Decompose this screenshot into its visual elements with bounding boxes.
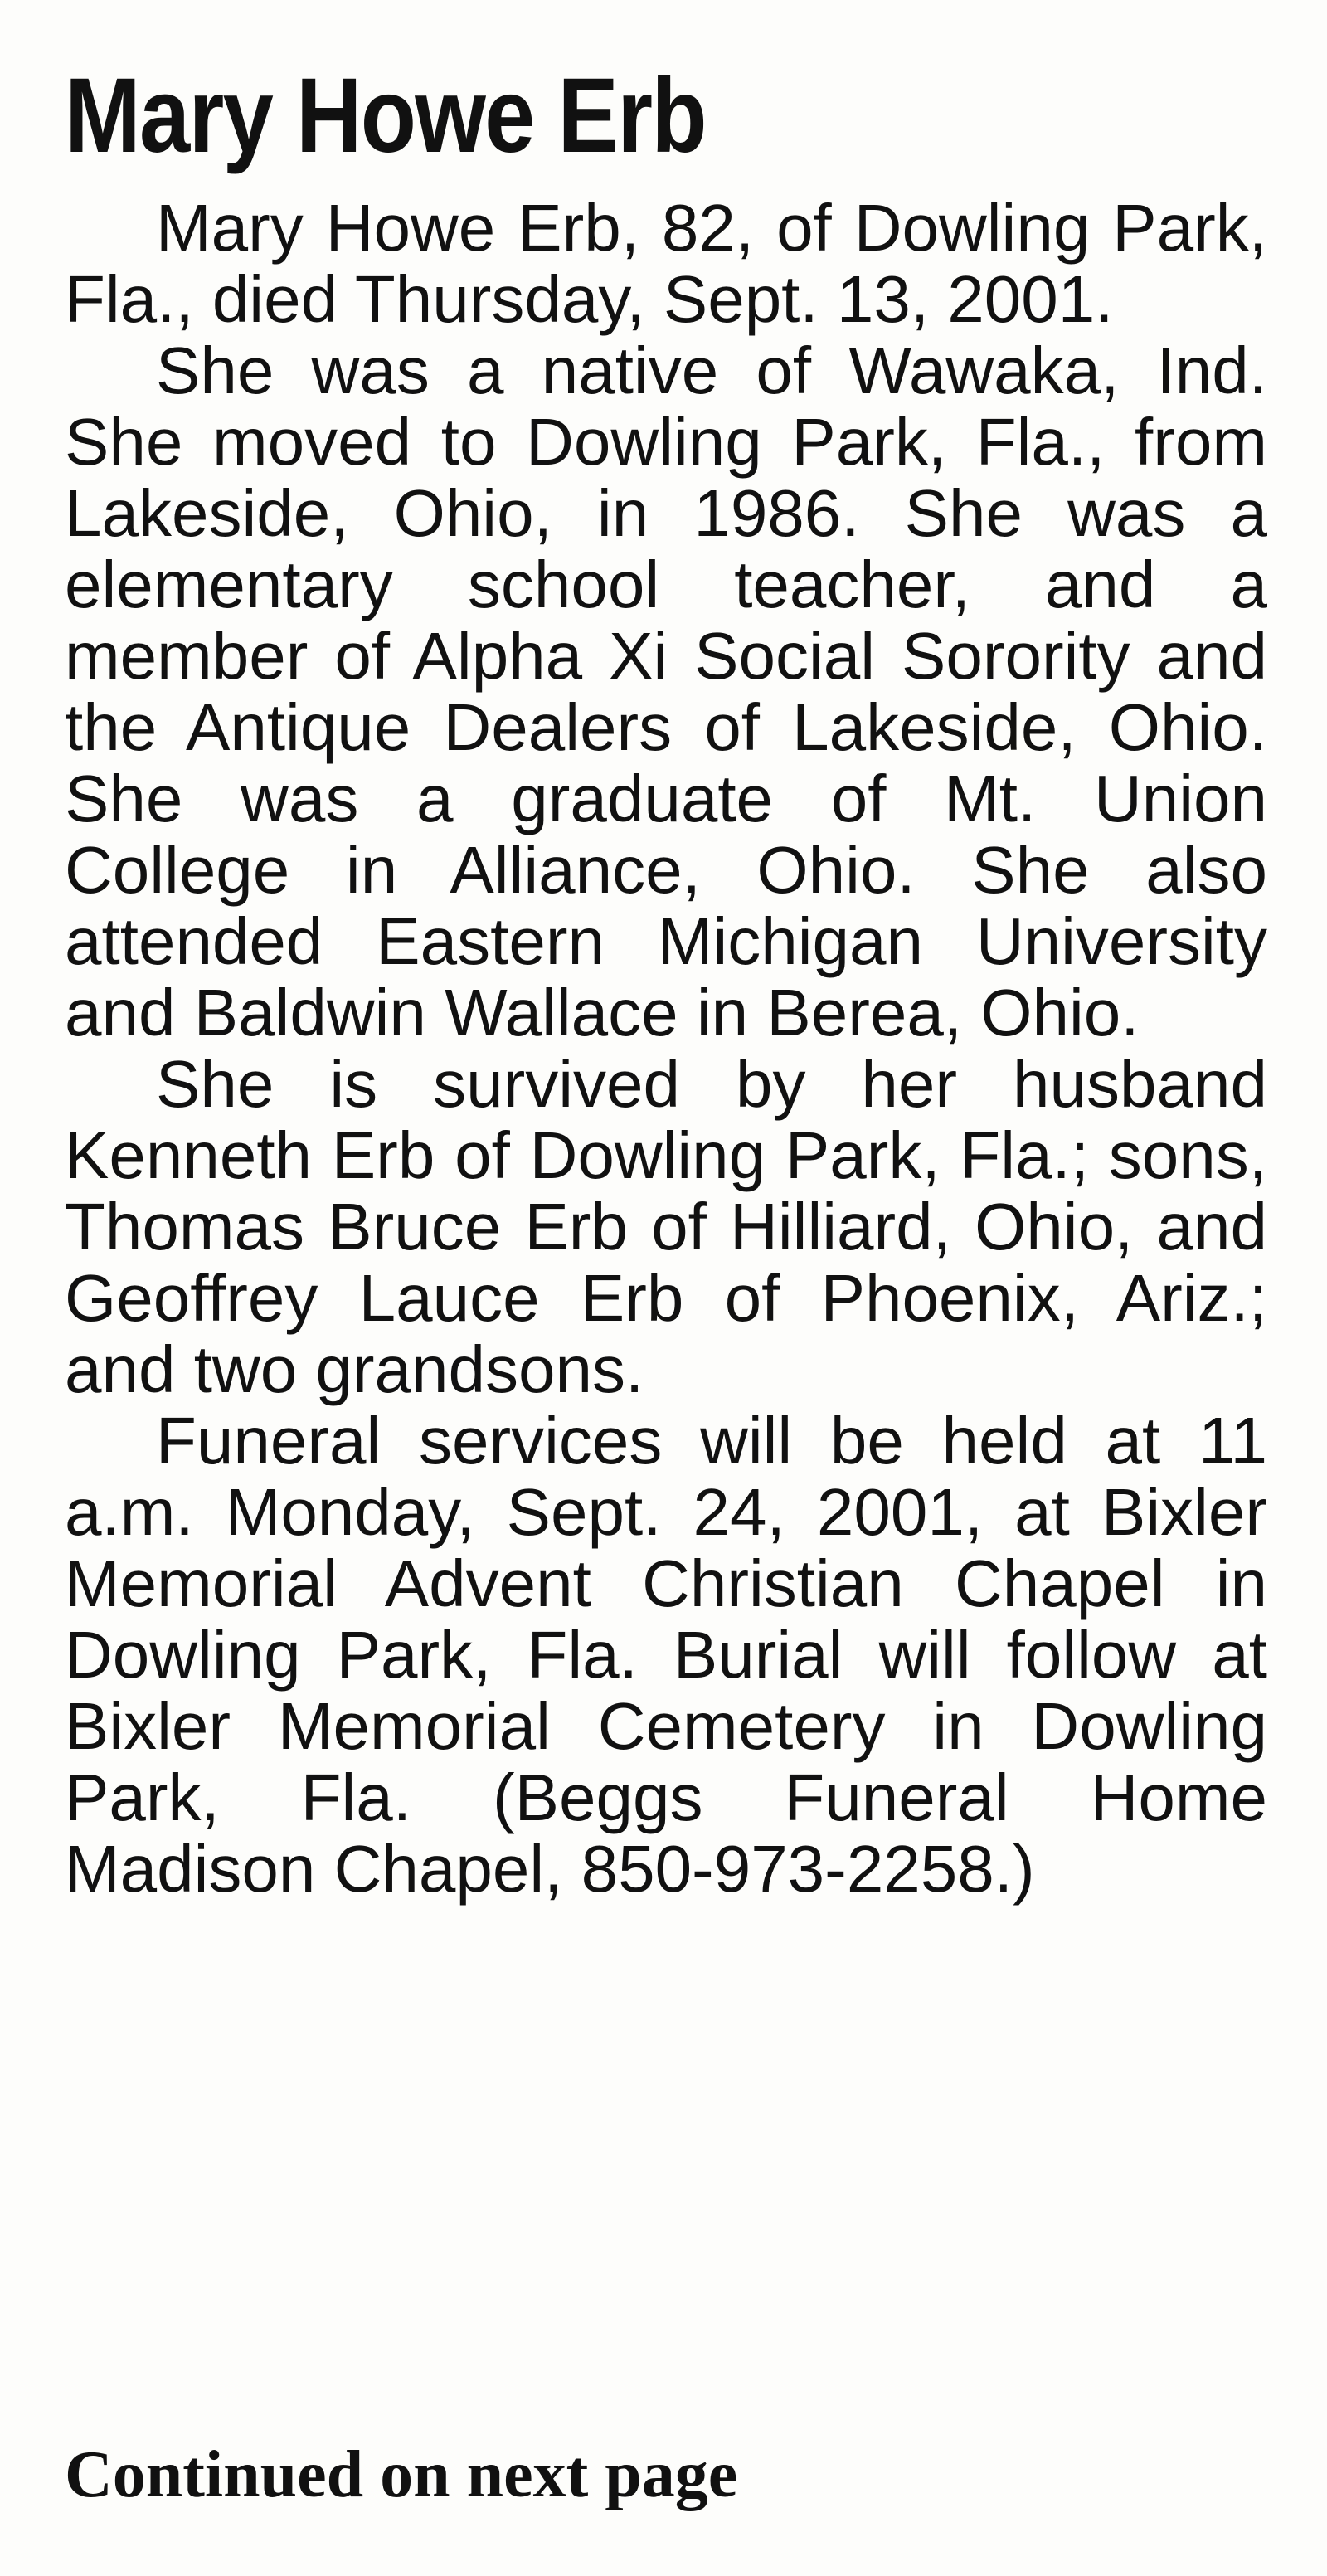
paragraph-death-notice: Mary Howe Erb, 82, of Dowling Park, Fla., died Thursday, Sept. 13, 2001. [65, 191, 1267, 336]
paragraph-funeral-services: Funeral services will be held at 11 a.m. Monday, Sept. 24, 2001, at Bixler Memorial Advent Christian Chapel in Dowling Park, Fla. Burial will follow at Bixler Memorial Cemetery in Dowling Park, Fla. (Beggs Funeral Home Madison Chapel, 850-973-2258.) [65, 1404, 1267, 1906]
paragraph-biography: She was a native of Wawaka, Ind. She moved to Dowling Park, Fla., from Lakeside, Ohio, in 1986. She was a elementary school teacher, and a member of Alpha Xi Social Sorority and the Antique Dealers of Lakeside, Ohio. She was a graduate of Mt. Union College in Alliance, Ohio. She also attended Eastern Michigan University and Baldwin Wallace in Berea, Ohio. [65, 334, 1267, 1049]
obituary-body [65, 192, 1267, 1905]
continued-note: Continued on next page [65, 2438, 738, 2511]
obituary-headline: Mary Howe Erb [65, 56, 706, 175]
paragraph-survivors: She is survived by her husband Kenneth Erb of Dowling Park, Fla.; sons, Thomas Bruce Erb of Hilliard, Ohio, and Geoffrey Lauce Erb of Phoenix, Ariz.; and two grandsons. [65, 1047, 1267, 1406]
